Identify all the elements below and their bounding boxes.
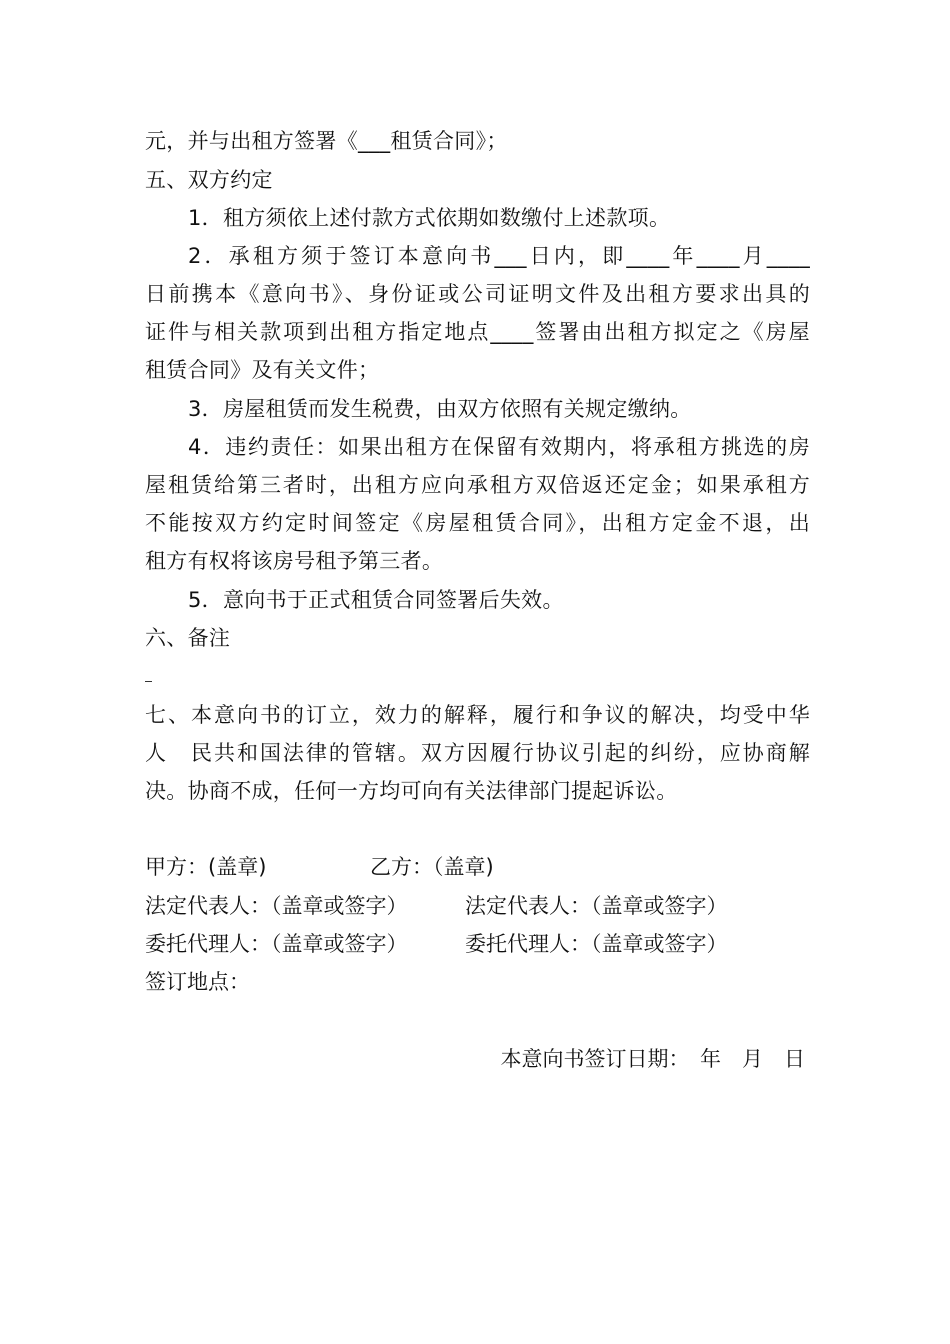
signing-date: 本意向书签订日期： 年 月 日 xyxy=(500,1047,805,1071)
clause-5-4-line-4: 租方有权将该房号租予第三者。 xyxy=(145,549,444,573)
clause-5-3: 3．房屋租赁而发生税费，由双方依照有关规定缴纳。 xyxy=(188,397,692,421)
clause-5-2-line-3: 证件与相关款项到出租方指定地点____签署由出租方拟定之《房屋 xyxy=(145,320,810,344)
party-b-agent: 委托代理人：（盖章或签字） xyxy=(465,932,728,956)
section-seven-line-2: 人 民共和国法律的管辖。双方因履行协议引起的纠纷，应协商解 xyxy=(145,741,810,765)
party-a-legal-rep: 法定代表人：（盖章或签字） xyxy=(145,894,408,918)
clause-5-4-line-1: 4．违约责任：如果出租方在保留有效期内，将承租方挑选的房 xyxy=(188,435,810,459)
clause-5-1: 1．租方须依上述付款方式依期如数缴付上述款项。 xyxy=(188,206,671,230)
clause-5-5: 5．意向书于正式租赁合同签署后失效。 xyxy=(188,588,564,612)
clause-5-4-line-2: 屋租赁给第三者时，出租方应向承租方双倍返还定金；如果承租方 xyxy=(145,473,810,497)
clause-5-2-line-4: 租赁合同》及有关文件； xyxy=(145,358,380,382)
clause-5-4-line-3: 不能按双方约定时间签定《房屋租赁合同》，出租方定金不退，出 xyxy=(145,511,810,535)
section-seven-line-1: 七、本意向书的订立，效力的解释，履行和争议的解决，均受中华 xyxy=(145,703,810,727)
clause-5-2-line-1: 2．承租方须于签订本意向书___日内，即____年____月____ xyxy=(188,244,810,268)
clause-5-2-line-2: 日前携本《意向书》、身份证或公司证明文件及出租方要求出具的 xyxy=(145,282,810,306)
party-b-legal-rep: 法定代表人：（盖章或签字） xyxy=(465,894,728,918)
section-five-heading: 五、双方约定 xyxy=(145,168,273,192)
remarks-blank-mark xyxy=(145,681,152,682)
section-seven-line-3: 决。协商不成，任何一方均可向有关法律部门提起诉讼。 xyxy=(145,779,678,803)
party-a-seal: 甲方：(盖章) xyxy=(145,855,267,879)
body-line-1: 元，并与出租方签署《___租赁合同》； xyxy=(145,129,508,153)
section-six-heading: 六、备注 xyxy=(145,626,231,650)
signing-place: 签订地点： xyxy=(145,970,250,994)
party-a-agent: 委托代理人：（盖章或签字） xyxy=(145,932,408,956)
party-b-seal: 乙方：（盖章) xyxy=(370,855,494,879)
